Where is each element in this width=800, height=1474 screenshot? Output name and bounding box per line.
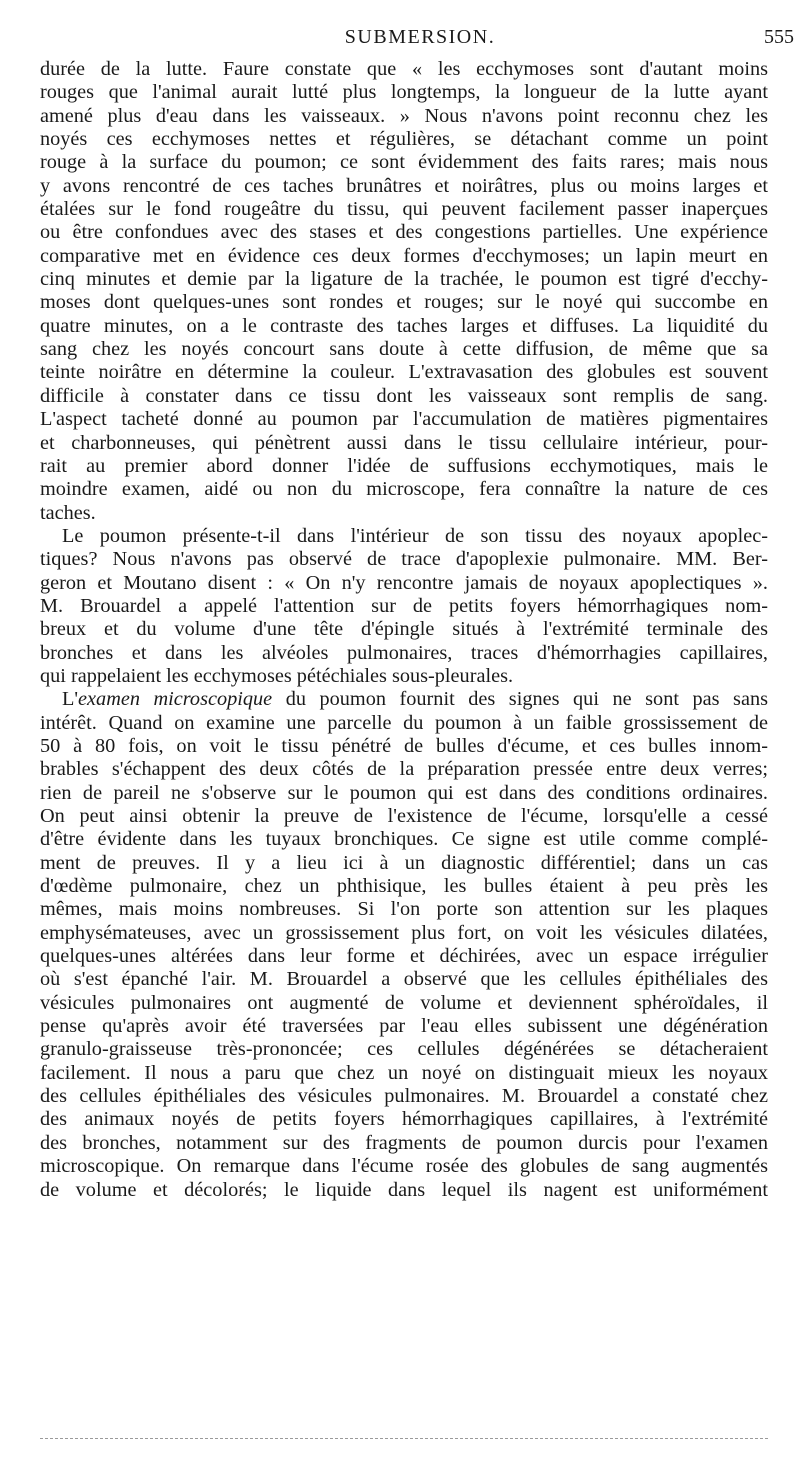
text-segment: L' xyxy=(62,688,79,711)
text-line: bronches et dans les alvéoles pulmonaires, traces d'hémorrhagies capillaires, xyxy=(40,641,768,664)
text-line: microscopique. On remarque dans l'écume rosée des globules de sang augmentés xyxy=(40,1155,768,1178)
text-line: pense qu'après avoir été traversées par l'eau elles subissent une dégénération xyxy=(40,1015,768,1038)
text-line: comparative met en évidence ces deux formes d'ecchymoses; un lapin meurt en xyxy=(40,244,768,267)
bottom-rule xyxy=(40,1438,768,1439)
text-line: et charbonneuses, qui pénètrent aussi dans le tissu cellulaire intérieur, pour- xyxy=(40,431,768,454)
italic-term: examen microscopique xyxy=(78,688,273,711)
text-line: mêmes, mais moins nombreuses. Si l'on porte son attention sur les plaques xyxy=(40,898,768,921)
text-line: intérêt. Quand on examine une parcelle du poumon à un faible grossissement de xyxy=(40,711,768,734)
text-line: rouges que l'animal aurait lutté plus longtemps, la longueur de la lutte ayant xyxy=(40,81,768,104)
text-line: y avons rencontré de ces taches brunâtres et noirâtres, plus ou moins larges et xyxy=(40,174,768,197)
text-line: teinte noirâtre en détermine la couleur. L'extravasation des globules est souvent xyxy=(40,361,768,384)
text-line: d'être évidente dans les tuyaux bronchiques. Ce signe est utile comme complé- xyxy=(40,828,768,851)
text-line: difficile à constater dans ce tissu dont les vaisseaux sont remplis de sang. xyxy=(40,384,768,407)
text-line: noyés ces ecchymoses nettes et régulières, se détachant comme un point xyxy=(40,128,768,151)
text-line: sang chez les noyés concourt sans doute à cette diffusion, de même que sa xyxy=(40,338,768,361)
text-line: On peut ainsi obtenir la preuve de l'existence de l'écume, lorsqu'elle a cessé xyxy=(40,805,768,827)
text-line: des animaux noyés de petits foyers hémorrhagiques capillaires, à l'extrémité xyxy=(40,1108,768,1131)
text-line: ou être confondues avec des stases et des congestions partielles. Une expérience xyxy=(40,221,768,244)
text-line: facilement. Il nous a paru que chez un noyé on distinguait mieux les noyaux xyxy=(40,1061,768,1084)
text-line: vésicules pulmonaires ont augmenté de volume et deviennent sphéroïdales, il xyxy=(40,991,768,1014)
text-line: quelques-unes altérées dans leur forme et déchirées, avec un espace irrégulier xyxy=(40,945,768,968)
text-segment: du poumon fournit des signes qui ne sont pas sans xyxy=(272,688,768,711)
text-line: étalées sur le fond rougeâtre du tissu, qui peuvent facilement passer inaperçues xyxy=(40,198,768,221)
text-line: des cellules épithéliales des vésicules pulmonaires. M. Brouardel a constaté chez xyxy=(40,1085,768,1108)
text-line: M. Brouardel a appelé l'attention sur de petits foyers hémorrhagiques nom- xyxy=(40,594,768,617)
text-line: de volume et décolorés; le liquide dans lequel ils nagent est uniformément xyxy=(40,1178,768,1201)
text-line: des bronches, notamment sur des fragments de poumon durcis pour l'examen xyxy=(40,1131,768,1154)
text-line: taches. xyxy=(40,501,96,524)
text-line: Le poumon présente-t-il dans l'intérieur de son tissu des noyaux apoplec- xyxy=(62,524,768,547)
running-head xyxy=(40,26,800,56)
running-head-title: SUBMERSION. xyxy=(344,26,496,48)
text-line: moses dont quelques-unes sont rondes et rouges; sur le noyé qui succombe en xyxy=(40,291,768,314)
text-line: amené plus d'eau dans les vaisseaux. » Nous n'avons point reconnu chez les xyxy=(40,104,768,127)
text-line: tiques? Nous n'avons pas observé de trace d'apoplexie pulmonaire. MM. Ber- xyxy=(40,548,768,571)
text-line: rien de pareil ne s'observe sur le poumon qui est dans des conditions ordinaires. xyxy=(40,781,768,804)
text-line: rait au premier abord donner l'idée de suffusions ecchymotiques, mais le xyxy=(40,454,768,477)
text-line: moindre examen, aidé ou non du microscope, fera connaître la nature de ces xyxy=(40,478,768,501)
text-line: qui rappelaient les ecchymoses pétéchiales sous-pleurales. xyxy=(40,664,514,687)
text-line: rouge à la surface du poumon; ce sont évidemment des faits rares; mais nous xyxy=(40,151,768,174)
text-line: quatre minutes, on a le contraste des taches larges et diffuses. La liquidité du xyxy=(40,314,768,337)
text-line: brables s'échappent des deux côtés de la préparation pressée entre deux verres; xyxy=(40,758,768,781)
text-line: cinq minutes et demie par la ligature de la trachée, le poumon est tigré d'ecchy- xyxy=(40,268,768,291)
text-line: emphysémateuses, avec un grossissement plus fort, on voit les vésicules dilatées, xyxy=(40,921,768,944)
text-line: L'aspect tacheté donné au poumon par l'accumulation de matières pigmentaires xyxy=(40,408,768,431)
text-line: d'œdème pulmonaire, chez un phthisique, les bulles étaient à peu près les xyxy=(40,875,768,898)
text-line: geron et Moutano disent : « On n'y rencontre jamais de noyaux apoplectiques ». xyxy=(40,571,768,594)
text-line: breux et du volume d'une tête d'épingle situés à l'extrémité terminale des xyxy=(40,618,768,641)
text-line: où s'est épanché l'air. M. Brouardel a observé que les cellules épithéliales des xyxy=(40,968,768,991)
page-number: 555 xyxy=(764,26,794,48)
text-line: 50 à 80 fois, on voit le tissu pénétré de bulles d'écume, et ces bulles innom- xyxy=(40,734,768,757)
text-line xyxy=(40,688,768,711)
text-line: ment de preuves. Il y a lieu ici à un diagnostic différentiel; dans un cas xyxy=(40,851,768,874)
text-line: granulo-graisseuse très-prononcée; ces cellules dégénérées se détacheraient xyxy=(40,1038,768,1061)
text-line: durée de la lutte. Faure constate que « les ecchymoses sont d'autant moins xyxy=(40,58,768,80)
body-text xyxy=(40,58,768,1202)
